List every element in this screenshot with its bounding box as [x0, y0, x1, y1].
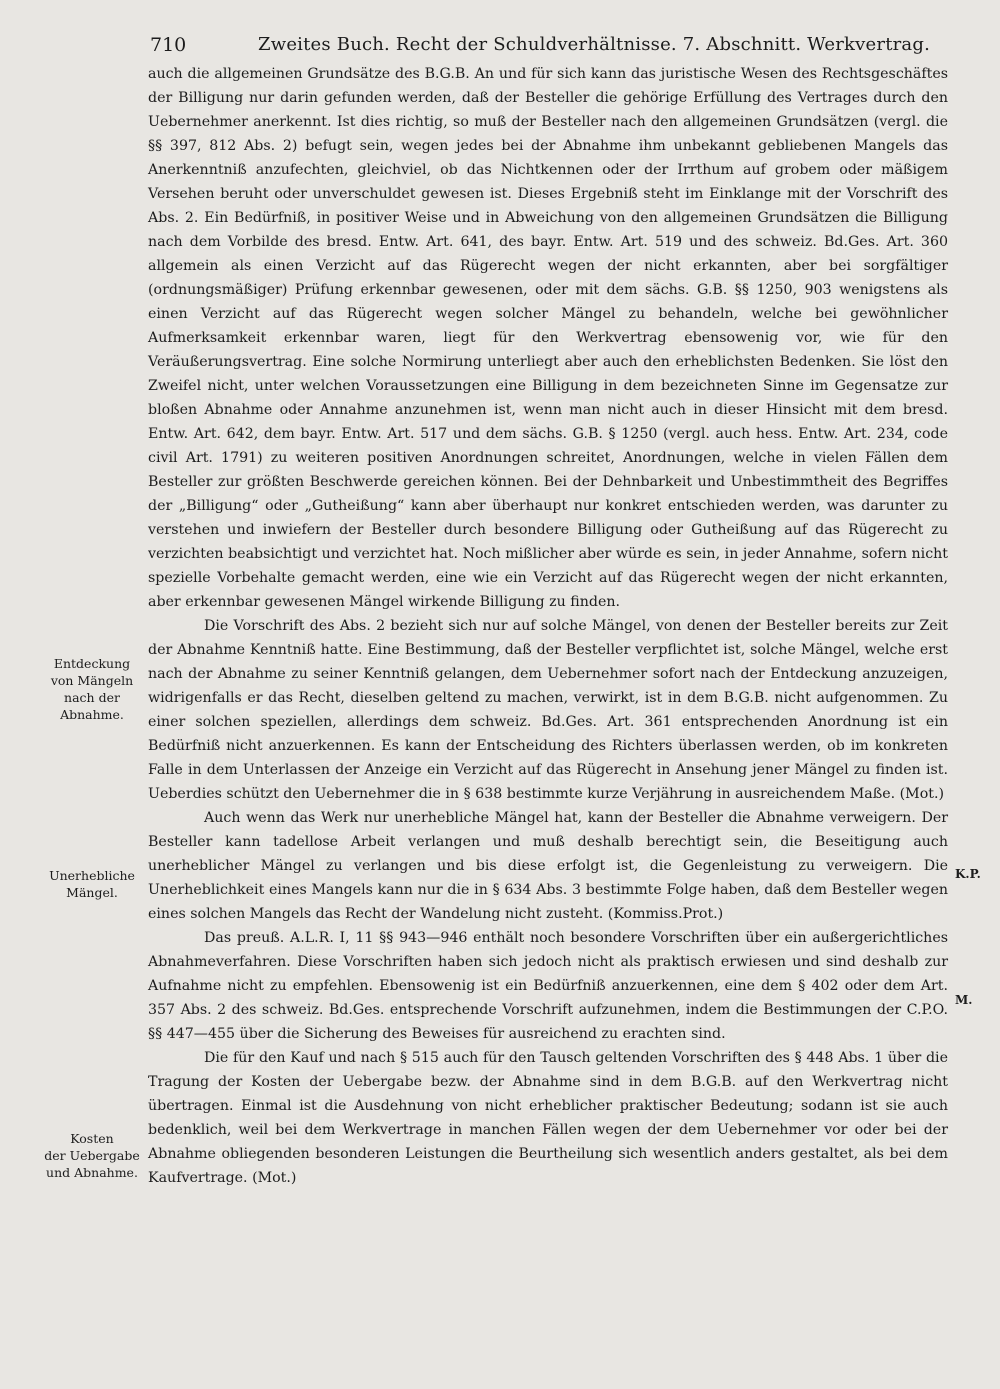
margin-note-line: Mängel.	[66, 885, 118, 900]
margin-note-line: Kosten	[70, 1131, 114, 1146]
margin-note-unerhebliche	[42, 867, 142, 901]
paragraph: Auch wenn das Werk nur unerhebliche Mängel hat, kann der Besteller die Abnahme verweigern. Der Besteller kann tadellose Arbeit verlangen und muß deshalb berechtigt sein, die Beseitigung auch unerheblicher Mängel zu verlangen und bis diese erfolgt ist, die Gegenleistung zu verweigern. Die Unerheblichkeit eines Mangels kann nur die in § 634 Abs. 3 bestimmte Folge haben, daß dem Besteller wegen eines solchen Mangels das Recht der Wandelung nicht zusteht. (Kommiss.Prot.)	[148, 810, 948, 922]
margin-note-line: und Abnahme.	[46, 1165, 138, 1180]
margin-note-line: Abnahme.	[60, 707, 124, 722]
margin-note-line: der Uebergabe	[44, 1148, 140, 1163]
margin-note-line: Entdeckung	[53, 656, 131, 671]
paragraph: Das preuß. A.L.R. I, 11 §§ 943—946 enthält noch besondere Vorschriften über ein außergerichtliches Abnahmeverfahren. Diese Vorschriften haben sich jedoch nicht als praktisch erwiesen und sind deshalb zur Aufnahme nicht zu empfehlen. Ebensowenig ist ein Bedürfniß anzuerkennen, eine dem § 402 oder dem Art. 357 Abs. 2 des schweiz. Bd.Ges. entsprechende Vorschrift aufzunehmen, indem die Bestimmungen der C.P.O. §§ 447—455 über die Sicherung des Beweises für ausreichend zu erachten sind.	[148, 930, 948, 1042]
margin-note-line: nach der	[64, 690, 120, 705]
paragraph: Die für den Kauf und nach § 515 auch für den Tausch geltenden Vorschriften des § 448 Abs. 1 über die Tragung der Kosten der Uebergabe bezw. der Abnahme sind in dem B.G.B. auf den Werkvertrag nicht übertragen. Einmal ist die Ausdehnung von nicht erheblicher praktischer Bedeutung; sodann ist sie auch bedenklich, weil bei dem Werkvertrage in manchen Fällen wegen der dem Uebernehmer vor oder bei der Abnahme obliegenden besonderen Leistungen die Beurtheilung sich wesentlich anders gestaltet, als bei dem Kaufvertrage. (Mot.)	[148, 1050, 948, 1186]
page-header	[150, 30, 950, 60]
page-number: 710	[150, 34, 187, 56]
margin-note-line: von Mängeln	[50, 673, 134, 688]
margin-note-line: Unerhebliche	[49, 868, 135, 883]
margin-note-entdeckung	[42, 655, 142, 723]
source-mark-kp: K.P.	[955, 867, 981, 881]
running-title: Zweites Buch. Recht der Schuldverhältnisse. 7. Abschnitt. Werkvertrag.	[258, 34, 931, 55]
paragraph: Die Vorschrift des Abs. 2 bezieht sich nur auf solche Mängel, von denen der Besteller bereits zur Zeit der Abnahme Kenntniß hatte. Eine Bestimmung, daß der Besteller verpflichtet ist, solche Mängel, welche erst nach der Abnahme zu seiner Kenntniß gelangen, dem Uebernehmer sofort nach der Entdeckung anzuzeigen, widrigenfalls er das Recht, dieselben geltend zu machen, verwirkt, ist in dem B.G.B. nicht aufgenommen. Zu einer solchen speziellen, allerdings dem schweiz. Bd.Ges. Art. 361 entsprechenden Anordnung ist ein Bedürfniß nicht anzuerkennen. Es kann der Entscheidung des Richters überlassen werden, ob im konkreten Falle in dem Unterlassen der Anzeige ein Verzicht auf das Rügerecht in Ansehung jener Mängel zu finden ist. Ueberdies schützt den Uebernehmer die in § 638 bestimmte kurze Verjährung in ausreichendem Maße. (Mot.)	[148, 618, 948, 802]
main-text	[148, 62, 948, 1190]
paragraph: auch die allgemeinen Grundsätze des B.G.B. An und für sich kann das juristische Wesen des Rechtsgeschäftes der Billigung nur darin gefunden werden, daß der Besteller die gehörige Erfüllung des Vertrages durch den Uebernehmer anerkennt. Ist dies richtig, so muß der Besteller nach den allgemeinen Grundsätzen (vergl. die §§ 397, 812 Abs. 2) befugt sein, wegen jedes bei der Abnahme ihm unbekannt gebliebenen Mangels das Anerkenntniß anzufechten, gleichviel, ob das Nichtkennen oder der Irrthum auf grobem oder mäßigem Versehen beruht oder unverschuldet gewesen ist. Dieses Ergebniß steht im Einklange mit der Vorschrift des Abs. 2. Ein Bedürfniß, in positiver Weise und in Abweichung von den allgemeinen Grundsätzen die Billigung nach dem Vorbilde des bresd. Entw. Art. 641, des bayr. Entw. Art. 519 und des schweiz. Bd.Ges. Art. 360 allgemein als einen Verzicht auf das Rügerecht wegen der nicht erkannten, aber bei sorgfältiger (ordnungsmäßiger) Prüfung erkennbar gewesenen, oder mit dem sächs. G.B. §§ 1250, 903 wenigstens als einen Verzicht auf das Rügerecht wegen solcher Mängel zu behandeln, welche bei gewöhnlicher Aufmerksamkeit erkennbar waren, liegt für den Werkvertrag ebensowenig vor, wie für den Veräußerungsvertrag. Eine solche Normirung unterliegt aber auch den erheblichsten Bedenken. Sie löst den Zweifel nicht, unter welchen Voraussetzungen eine Billigung in dem bezeichneten Sinne im Gegensatze zur bloßen Abnahme oder Annahme anzunehmen ist, wenn man nicht auch in dieser Hinsicht mit dem bresd. Entw. Art. 642, dem bayr. Entw. Art. 517 und dem sächs. G.B. § 1250 (vergl. auch hess. Entw. Art. 234, code civil Art. 1791) zu weiteren positiven Anordnungen schreitet, Anordnungen, welche in vielen Fällen dem Besteller zur größten Beschwerde gereichen können. Bei der Dehnbarkeit und Unbestimmtheit des Begriffes der „Billigung“ oder „Gutheißung“ kann aber überhaupt nur konkret entschieden werden, was darunter zu verstehen und inwiefern der Besteller durch besondere Billigung oder Gutheißung auf das Rügerecht zu verzichten beabsichtigt und verzichtet hat. Noch mißlicher aber würde es sein, in jeder Annahme, sofern nicht spezielle Vorbehalte gemacht werden, eine wie ein Verzicht auf das Rügerecht wegen der nicht erkannten, aber erkennbar gewesenen Mängel wirkende Billigung zu finden.	[148, 66, 948, 610]
margin-note-kosten	[42, 1130, 142, 1181]
source-mark-m: M.	[955, 993, 973, 1007]
